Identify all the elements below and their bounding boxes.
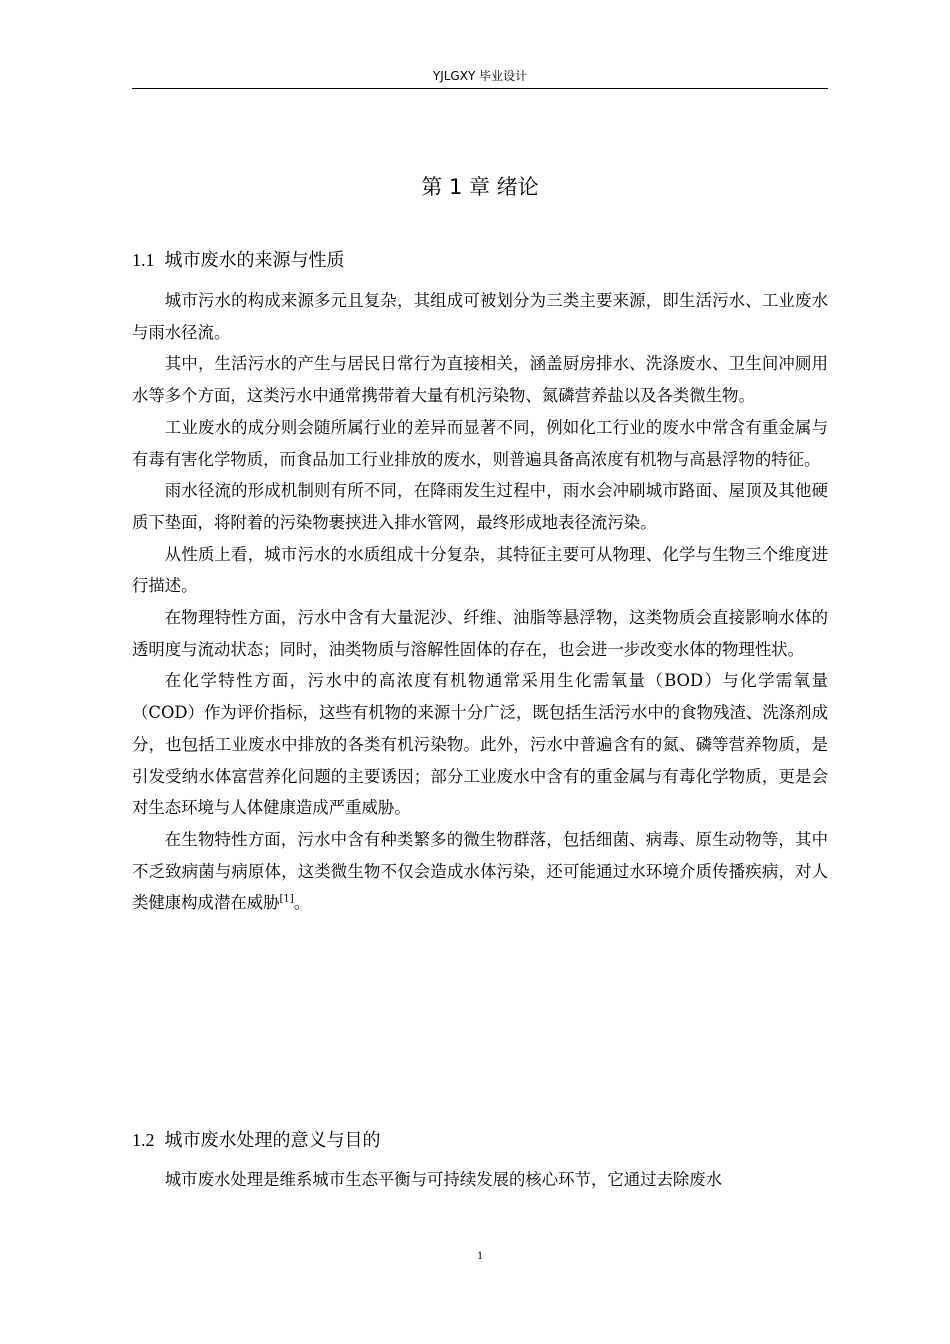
paragraph: 在化学特性方面，污水中的高浓度有机物通常采用生化需氧量（BOD）与化学需氧量（COD）作为评价指标，这些有机物的来源十分广泛，既包括生活污水中的食物残渣、洗涤剂成分，也包括工业废水中排放的各类有机污染物。此外，污水中普遍含有的氮、磷等营养物质，是引发受纳水体富营养化问题的主要诱因；部分工业废水中含有的重金属与有毒化学物质，更是会对生态环境与人体健康造成严重威胁。 bbox=[132, 671, 828, 818]
paragraph: 在物理特性方面，污水中含有大量泥沙、纤维、油脂等悬浮物，这类物质会直接影响水体的透明度与流动状态；同时，油类物质与溶解性固体的存在，也会进一步改变水体的物理性状。 bbox=[132, 608, 828, 659]
paragraph: 城市废水处理是维系城市生态平衡与可持续发展的核心环节，它通过去除废水 bbox=[164, 1170, 723, 1189]
section-title: 城市废水处理的意义与目的 bbox=[164, 1130, 381, 1151]
page-number: 1 bbox=[477, 1248, 483, 1262]
header-divider bbox=[132, 88, 828, 89]
section-heading-1-2 bbox=[132, 1126, 828, 1152]
citation-ref: [1] bbox=[279, 893, 294, 905]
section-number: 1.2 bbox=[132, 1130, 155, 1150]
section-1-1-body bbox=[132, 285, 828, 919]
paragraph: 工业废水的成分则会随所属行业的差异而显著不同，例如化工行业的废水中常含有重金属与有毒有害化学物质，而食品加工行业排放的废水，则普遍具备高浓度有机物与高悬浮物的特征。 bbox=[132, 417, 828, 469]
paragraph-with-citation bbox=[132, 824, 828, 919]
section-1-2-body bbox=[132, 1164, 828, 1196]
paragraph-text: 在生物特性方面，污水中含有种类繁多的微生物群落，包括细菌、病毒、原生动物等，其中不乏致病菌与病原体，这类微生物不仅会造成水体污染，还可能通过水环境介质传播疾病，对人类健康构成潜在威胁 bbox=[132, 829, 828, 913]
paragraph: 城市污水的构成来源多元且复杂，其组成可被划分为三类主要来源，即生活污水、工业废水与雨水径流。 bbox=[132, 291, 828, 342]
paragraph: 从性质上看，城市污水的水质组成十分复杂，其特征主要可从物理、化学与生物三个维度进行描述。 bbox=[132, 544, 828, 596]
section-heading-1-1 bbox=[132, 246, 828, 272]
paragraph: 雨水径流的形成机制则有所不同，在降雨发生过程中，雨水会冲刷城市路面、屋顶及其他硬质下垫面，将附着的污染物裹挟进入排水管网，最终形成地表径流污染。 bbox=[132, 481, 828, 532]
chapter-title: 第 1 章 绪论 bbox=[421, 175, 539, 199]
section-number: 1.1 bbox=[132, 250, 155, 270]
page-header: YJLGXY 毕业设计 bbox=[432, 69, 528, 83]
paragraph-end: 。 bbox=[293, 893, 311, 913]
paragraph: 其中，生活污水的产生与居民日常行为直接相关，涵盖厨房排水、洗涤废水、卫生间冲厕用水等多个方面，这类污水中通常携带着大量有机污染物、氮磷营养盐以及各类微生物。 bbox=[132, 354, 828, 406]
section-title: 城市废水的来源与性质 bbox=[164, 250, 345, 271]
